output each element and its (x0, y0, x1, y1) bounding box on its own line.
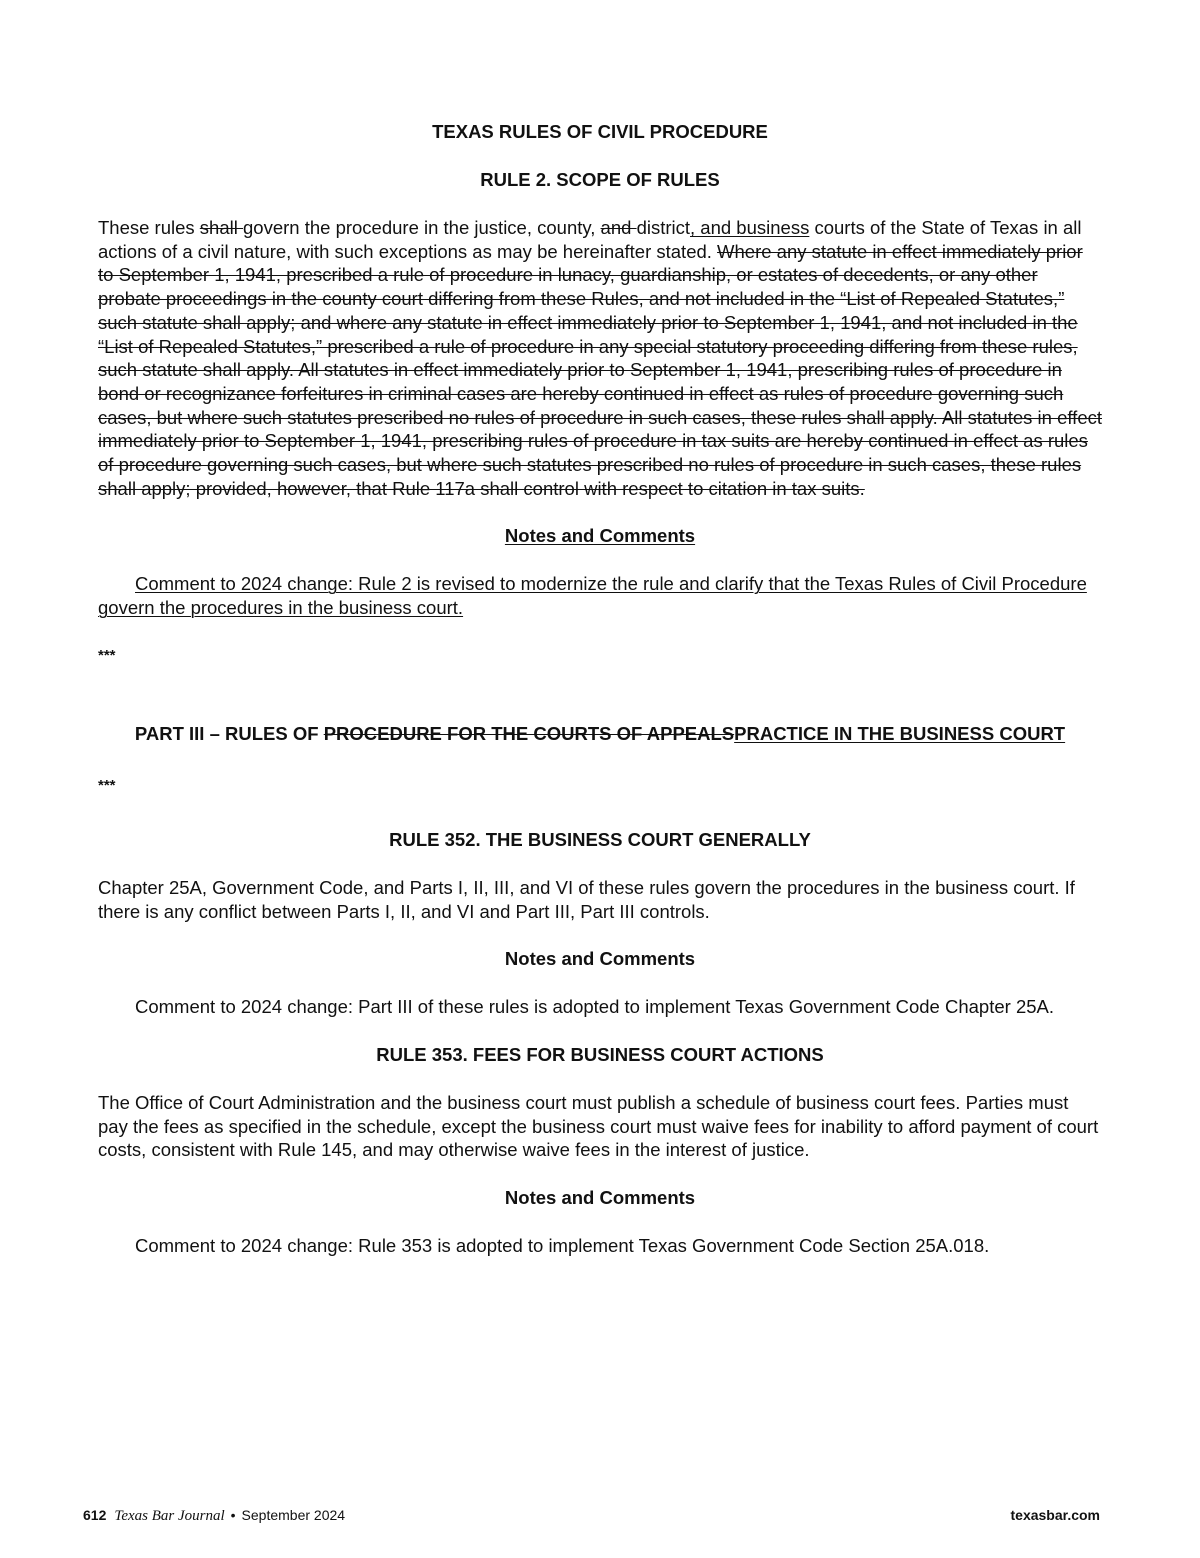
rule-353-comment: Comment to 2024 change: Rule 353 is adopted to implement Texas Government Code Section 25A.018. (135, 1235, 990, 1257)
part-3-inserted: PRACTICE IN THE BUSINESS COURT (734, 722, 1066, 744)
page-footer (83, 1505, 1100, 1525)
issue-date: September 2024 (241, 1507, 346, 1523)
rule-2-text-2: govern the procedure in the justice, county, (243, 217, 601, 238)
rule-353-heading: RULE 353. FEES FOR BUSINESS COURT ACTIONS (376, 1043, 824, 1065)
page-content (98, 116, 1102, 1258)
rule-2-comment-text: Comment to 2024 change: Rule 2 is revised to modernize the rule and clarify that the Texas Rules of Civil Procedure govern the procedures in the business court. (98, 573, 1087, 619)
rule-352-heading: RULE 352. THE BUSINESS COURT GENERALLY (389, 828, 811, 850)
rule-2-text-4: courts of the State of Texas in all actions of a civil nature, with such exceptions as may be hereinafter stated. (98, 217, 1082, 262)
document-title: TEXAS RULES OF CIVIL PROCEDURE (432, 121, 768, 142)
rule-353-notes-heading: Notes and Comments (504, 1187, 696, 1209)
section-separator: *** (98, 646, 116, 664)
rule-2-deleted-and: and (600, 217, 637, 238)
section-separator: *** (98, 776, 116, 794)
part-3-heading (98, 722, 1102, 746)
rule-352-notes-heading: Notes and Comments (504, 948, 696, 970)
rule-2-notes-heading (98, 524, 1102, 548)
rule-352-comment: Comment to 2024 change: Part III of these rules is adopted to implement Texas Government Code Chapter 25A. (135, 996, 1055, 1018)
part-3-deleted: PROCEDURE FOR THE COURTS OF APPEALS (323, 722, 735, 744)
rule-2-notes-label: Notes and Comments (504, 525, 696, 547)
rule-353-body: The Office of Court Administration and the business court must publish a schedule of business court fees. Parties must pay the fees as specified in the schedule, except the business court must waive fees for inability to afford payment of court costs, consistent with Rule 145, and may otherwise waive fees in the interest of justice. (98, 1091, 1099, 1161)
rule-2-text-1: These rules (98, 217, 200, 238)
rule-2-heading: RULE 2. SCOPE OF RULES (480, 169, 720, 190)
rule-2-deleted-statutes: Where any statute in effect immediately prior to September 1, 1941, prescribed a rule of procedure in lunacy, guardianship, or estates of decedents, or any other probate proceedings in the county court differing from these Rules, and not included in the “List of Repealed Statutes,” such statute shall apply; and where any statute in effect immediately prior to September 1, 1941, and not included in the “List of Repealed Statutes,” prescribed a rule of procedure in any special statutory proceeding differing from these rules, such statute shall apply. All statutes in effect immediately prior to September 1, 1941, prescribing rules of procedure in bond or recognizance forfeitures in criminal cases are hereby continued in effect as rules of procedure governing such cases, but where such statutes prescribed no rules of procedure in such cases, these rules shall apply. All statutes in effect immediately prior to September 1, 1941, prescribing rules of procedure in tax suits are hereby continued in effect as rules of procedure governing such cases, but where such statutes prescribed no rules of procedure in such cases, these rules shall apply; provided, however, that Rule 117a shall control with respect to citation in tax suits. (98, 240, 1102, 499)
rule-2-text-3: district (636, 217, 691, 238)
rule-2-body (98, 216, 1102, 500)
page-number: 612 (83, 1507, 107, 1523)
rule-352-body: Chapter 25A, Government Code, and Parts I, II, III, and VI of these rules govern the procedures in the business court. If there is any conflict between Parts I, II, and VI and Part III, Part III controls. (98, 876, 1075, 922)
rule-2-comment (98, 572, 1102, 619)
journal-name: Texas Bar Journal (114, 1508, 225, 1524)
rule-2-inserted-business: , and business (690, 217, 810, 238)
website-link[interactable]: texasbar.com (1010, 1507, 1100, 1523)
part-3-text: PART III – RULES OF (134, 722, 324, 744)
rule-2-deleted-shall: shall (199, 217, 243, 238)
footer-bullet: • (230, 1507, 236, 1523)
footer-left (83, 1505, 345, 1526)
